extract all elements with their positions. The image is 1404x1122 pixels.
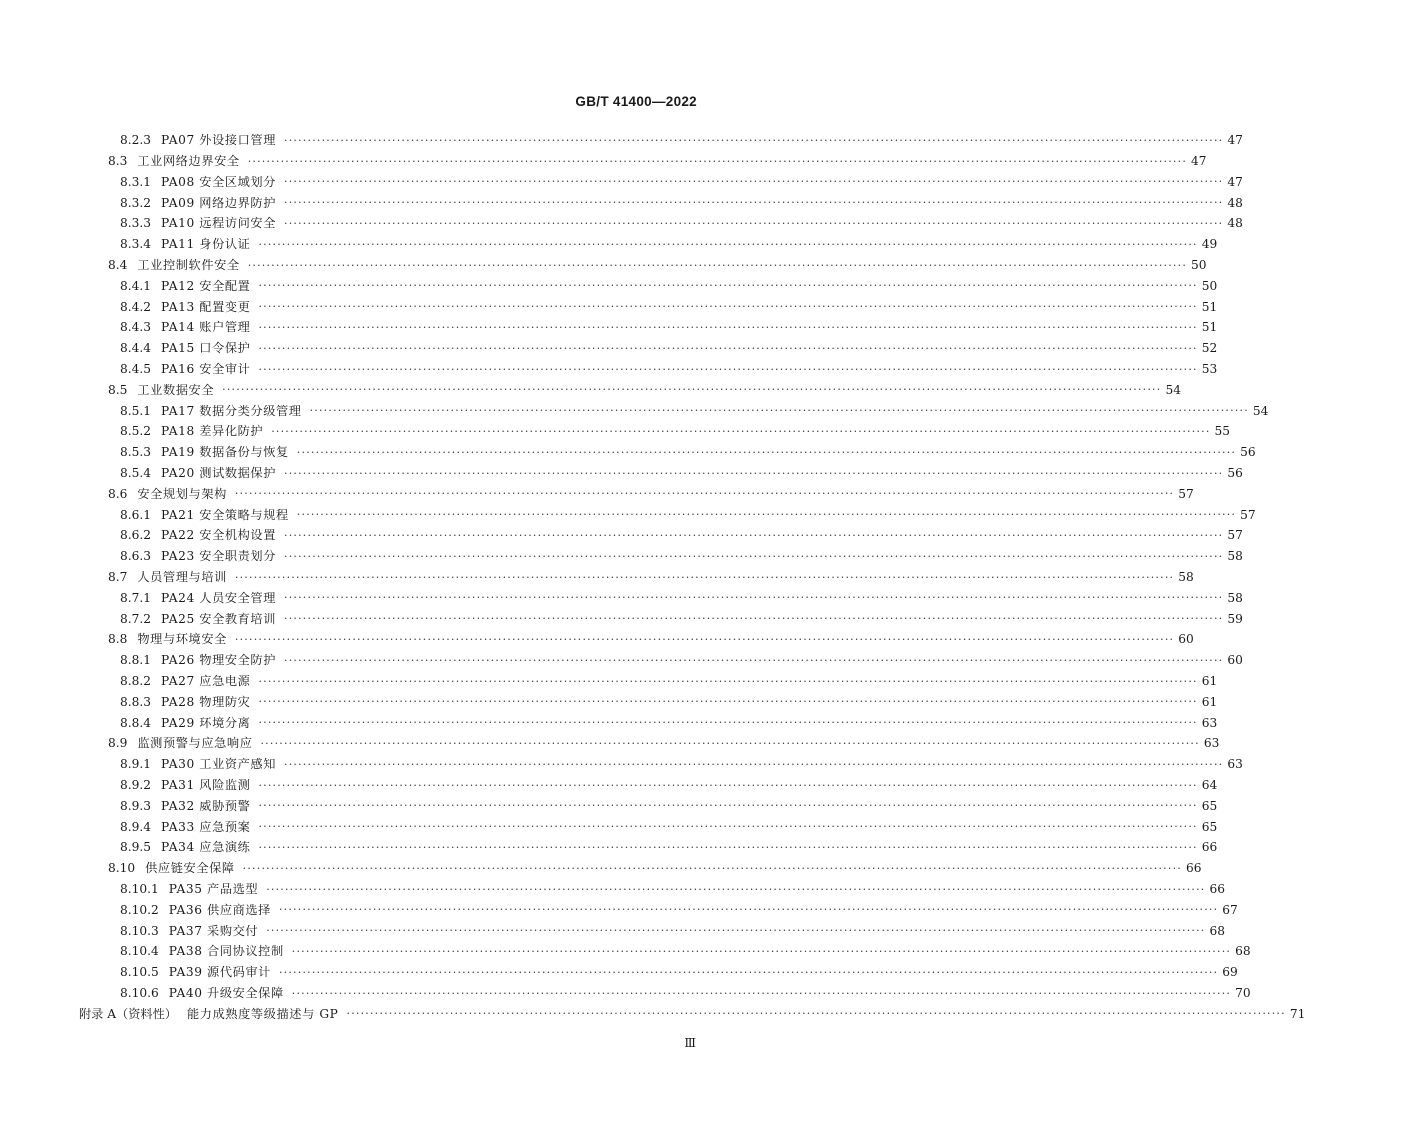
toc-entry[interactable] [0, 754, 1243, 775]
toc-entry-page: 48 [1227, 216, 1243, 231]
toc-entry[interactable] [0, 858, 1202, 879]
toc-entry-page: 70 [1235, 986, 1251, 1001]
toc-entry-number: 8.8.2 [120, 674, 152, 689]
toc-entry-page: 63 [1203, 736, 1220, 751]
toc-entry-page: 65 [1201, 819, 1218, 834]
toc-entry-number: 8.7.1 [120, 590, 152, 605]
toc-entry-title: PA26 物理安全防护 [161, 653, 277, 668]
toc-entry-page: 60 [1227, 653, 1243, 668]
standard-code: GB/T 41400—2022 [575, 94, 697, 109]
toc-entry-number: 8.4.5 [120, 362, 152, 377]
toc-entry-page: 58 [1227, 549, 1243, 564]
toc-entry-number: 8.5.1 [120, 403, 152, 418]
toc-leader-dots: ········································································································································································································ [284, 133, 1224, 147]
toc-entry-title: PA14 账户管理 [161, 320, 251, 335]
toc-entry[interactable] [0, 442, 1256, 463]
toc-leader-dots: ········································································································································································································ [242, 861, 1182, 875]
toc-leader-dots: ········································································································································································································ [258, 300, 1198, 314]
toc-entry-number: 8.10.2 [120, 902, 159, 917]
toc-entry-page: 66 [1201, 840, 1218, 855]
toc-entry-number: 8.5.4 [120, 466, 152, 481]
toc-entry-title: PA12 安全配置 [161, 278, 251, 293]
toc-entry-page: 50 [1201, 278, 1218, 293]
toc-entry[interactable] [0, 900, 1238, 921]
toc-entry-page: 55 [1214, 424, 1231, 439]
toc-entry[interactable] [0, 920, 1226, 941]
toc-entry-title: PA37 采购交付 [168, 923, 259, 938]
toc-leader-dots: ········································································································································································································ [258, 362, 1198, 376]
toc-entry-page: 58 [1227, 590, 1243, 605]
toc-entry[interactable] [0, 255, 1207, 276]
toc-entry-page: 63 [1227, 757, 1243, 772]
toc-entry-number: 8.10.6 [120, 986, 159, 1001]
toc-entry[interactable] [0, 816, 1218, 837]
toc-entry-page: 68 [1209, 923, 1226, 938]
toc-entry-page: 54 [1165, 382, 1181, 397]
toc-entry[interactable] [0, 608, 1243, 629]
toc-leader-dots: ········································································································································································································ [278, 903, 1219, 917]
toc-entry[interactable] [0, 172, 1243, 193]
toc-entry-number: 8.8 [108, 632, 128, 647]
toc-entry-title: PA33 应急预案 [161, 819, 251, 834]
toc-entry-title: PA13 配置变更 [161, 299, 251, 314]
toc-entry-title: 人员管理与培训 [137, 570, 227, 585]
toc-entry-number: 8.3.3 [120, 216, 152, 231]
toc-entry-number: 8.10.5 [120, 965, 159, 980]
toc-leader-dots: ········································································································································································································ [258, 279, 1198, 293]
toc-leader-dots: ········································································································································································································ [258, 778, 1198, 792]
toc-entry-title: PA39 源代码审计 [168, 965, 271, 980]
toc-entry-title: PA35 产品选型 [168, 882, 259, 897]
toc-leader-dots: ········································································································································································································ [284, 217, 1224, 231]
toc-entry[interactable] [0, 234, 1218, 255]
toc-entry[interactable] [0, 192, 1243, 213]
toc-entry-number: 8.9 [108, 736, 128, 751]
toc-leader-dots: ········································································································································································································ [258, 237, 1198, 251]
toc-entry-page: 67 [1222, 902, 1238, 917]
toc-entry-title: PA08 安全区域划分 [161, 174, 277, 189]
toc-entry[interactable] [0, 421, 1231, 442]
toc-entry[interactable] [0, 962, 1238, 983]
toc-entry-number: 8.3.2 [120, 195, 152, 210]
toc-entry-page: 57 [1240, 507, 1256, 522]
toc-entry-page: 64 [1201, 778, 1218, 793]
toc-entry[interactable] [0, 317, 1218, 338]
toc-leader-dots: ········································································································································································································ [296, 445, 1237, 459]
toc-leader-dots: ········································································································································································································ [260, 737, 1200, 751]
toc-entry[interactable] [0, 213, 1243, 234]
toc-leader-dots: ········································································································································································································ [247, 258, 1188, 272]
toc-leader-dots: ········································································································································································································ [296, 508, 1237, 522]
toc-entry[interactable] [0, 796, 1218, 817]
toc-entry-page: 66 [1209, 882, 1226, 897]
toc-entry-number: 8.4 [108, 258, 128, 273]
toc-entry-title: PA30 工业资产感知 [161, 757, 277, 772]
toc-leader-dots: ········································································································································································································ [284, 549, 1224, 563]
toc-entry-number: 8.3 [108, 154, 128, 169]
toc-entry[interactable] [0, 712, 1218, 733]
toc-entry-number: 8.2.3 [120, 133, 152, 148]
toc-entry-number: 8.8.4 [120, 715, 152, 730]
toc-entry-page: 56 [1227, 466, 1243, 481]
toc-entry-number: 8.8.3 [120, 694, 152, 709]
toc-entry[interactable] [0, 525, 1243, 546]
toc-leader-dots: ········································································································································································································ [258, 695, 1198, 709]
toc-entry[interactable] [0, 733, 1220, 754]
toc-entry[interactable] [0, 296, 1218, 317]
toc-entry-page: 50 [1191, 258, 1207, 273]
toc-entry[interactable] [0, 400, 1269, 421]
toc-leader-dots: ········································································································································································································ [258, 674, 1198, 688]
toc-entry-page: 52 [1201, 341, 1218, 356]
toc-entry-number: 8.7 [108, 570, 128, 585]
toc-entry[interactable] [0, 879, 1226, 900]
toc-entry-page: 51 [1201, 299, 1218, 314]
toc-entry-number: 8.9.1 [120, 757, 152, 772]
toc-entry-number: 8.9.5 [120, 840, 152, 855]
toc-entry-title: PA24 人员安全管理 [161, 590, 277, 605]
toc-entry-title: 能力成熟度等级描述与 GP [187, 1006, 339, 1021]
toc-entry-page: 57 [1227, 528, 1243, 543]
toc-entry-title: PA20 测试数据保护 [161, 466, 277, 481]
toc-entry-number: 8.9.3 [120, 798, 152, 813]
toc-entry[interactable] [0, 546, 1243, 567]
toc-entry-page: 71 [1289, 1006, 1306, 1021]
toc-entry-number: 8.10.4 [120, 944, 159, 959]
toc-entry-number: 8.6 [108, 486, 128, 501]
toc-entry-page: 49 [1201, 237, 1218, 252]
toc-entry-page: 69 [1222, 965, 1238, 980]
toc-entry-number: 8.8.1 [120, 653, 152, 668]
toc-entry-page: 54 [1252, 403, 1269, 418]
toc-entry[interactable] [0, 671, 1218, 692]
toc-entry-title: PA21 安全策略与规程 [161, 507, 289, 522]
toc-entry-number: 8.10 [108, 861, 136, 876]
toc-leader-dots: ········································································································································································································ [291, 986, 1232, 1000]
toc-leader-dots: ········································································································································································································ [234, 570, 1175, 584]
toc-entry[interactable] [0, 359, 1218, 380]
toc-entry-page: 47 [1227, 133, 1243, 148]
toc-entry[interactable] [0, 567, 1194, 588]
toc-leader-dots: ········································································································································································································ [284, 175, 1224, 189]
toc-entry-number: 8.5 [108, 382, 128, 397]
toc-entry[interactable] [0, 588, 1243, 609]
toc-entry-number: 8.3.4 [120, 237, 152, 252]
toc-entry-number: 8.4.3 [120, 320, 152, 335]
toc-leader-dots: ········································································································································································································ [258, 321, 1198, 335]
toc-entry[interactable] [0, 650, 1243, 671]
toc-entry-number: 8.5.3 [120, 445, 152, 460]
toc-leader-dots: ········································································································································································································ [309, 404, 1249, 418]
toc-entry[interactable] [0, 151, 1207, 172]
toc-entry-title: PA16 安全审计 [161, 362, 251, 377]
toc-entry-number: 8.4.4 [120, 341, 152, 356]
toc-entry-title: PA36 供应商选择 [168, 902, 271, 917]
toc-entry-title: PA18 差异化防护 [161, 424, 264, 439]
toc-entry-title: PA09 网络边界防护 [161, 195, 277, 210]
toc-entry-title: PA31 风险监测 [161, 778, 251, 793]
toc-entry[interactable] [0, 983, 1251, 1004]
toc-entry-title: 监测预警与应急响应 [137, 736, 253, 751]
toc-leader-dots: ········································································································································································································ [266, 882, 1206, 896]
toc-entry-number: 8.7.2 [120, 611, 152, 626]
toc-leader-dots: ········································································································································································································ [234, 633, 1175, 647]
toc-entry-title: PA07 外设接口管理 [161, 133, 277, 148]
toc-entry[interactable] [0, 130, 1243, 151]
toc-entry-page: 53 [1201, 362, 1218, 377]
toc-entry-title: PA11 身份认证 [161, 237, 251, 252]
toc-entry-title: PA22 安全机构设置 [161, 528, 277, 543]
toc-entry-page: 61 [1201, 694, 1218, 709]
toc-entry-page: 57 [1178, 486, 1194, 501]
toc-entry-number: 8.4.2 [120, 299, 152, 314]
toc-entry-title: PA27 应急电源 [161, 674, 251, 689]
toc-entry-title: PA10 远程访问安全 [161, 216, 277, 231]
toc-entry-page: 65 [1201, 798, 1218, 813]
toc-leader-dots: ········································································································································································································ [284, 591, 1224, 605]
toc-entry-title: 工业控制软件安全 [137, 258, 240, 273]
toc-entry-title: PA34 应急演练 [161, 840, 251, 855]
toc-entry-number: 附录 A（资料性） [79, 1006, 177, 1021]
toc-leader-dots: ········································································································································································································ [284, 653, 1224, 667]
toc-entry-number: 8.6.3 [120, 549, 152, 564]
toc-leader-dots: ········································································································································································································ [346, 1007, 1286, 1021]
toc-entry-number: 8.9.2 [120, 778, 152, 793]
toc-entry[interactable] [0, 692, 1218, 713]
toc-entry-page: 51 [1201, 320, 1218, 335]
toc-entry-page: 61 [1201, 674, 1218, 689]
toc-entry-page: 68 [1235, 944, 1251, 959]
toc-leader-dots: ········································································································································································································ [291, 945, 1232, 959]
toc-entry-title: PA32 威胁预警 [161, 798, 251, 813]
toc-leader-dots: ········································································································································································································ [258, 799, 1198, 813]
toc-entry-page: 66 [1185, 861, 1202, 876]
toc-leader-dots: ········································································································································································································ [258, 820, 1198, 834]
toc-leader-dots: ········································································································································································································ [271, 425, 1211, 439]
toc-leader-dots: ········································································································································································································ [284, 196, 1224, 210]
toc-leader-dots: ········································································································································································································ [247, 154, 1188, 168]
toc-entry-title: 供应链安全保障 [145, 861, 235, 876]
toc-entry-number: 8.9.4 [120, 819, 152, 834]
toc-entry-page: 47 [1227, 174, 1243, 189]
toc-entry-page: 63 [1201, 715, 1218, 730]
toc-entry-title: 工业网络边界安全 [137, 154, 240, 169]
toc-entry-title: PA25 安全教育培训 [161, 611, 277, 626]
toc-entry[interactable] [0, 837, 1218, 858]
toc-entry[interactable] [0, 941, 1251, 962]
toc-entry-page: 58 [1178, 570, 1194, 585]
toc-entry-number: 8.4.1 [120, 278, 152, 293]
toc-leader-dots: ········································································································································································································ [258, 841, 1198, 855]
toc-entry-page: 48 [1227, 195, 1243, 210]
toc-leader-dots: ········································································································································································································ [284, 612, 1224, 626]
page-number: Ⅲ [684, 1036, 695, 1050]
toc-entry-number: 8.5.2 [120, 424, 152, 439]
toc-entry[interactable] [0, 380, 1181, 401]
toc-entry-number: 8.6.2 [120, 528, 152, 543]
toc-entry-number: 8.6.1 [120, 507, 152, 522]
toc-leader-dots: ········································································································································································································ [278, 965, 1219, 979]
toc-entry-title: PA28 物理防灾 [161, 694, 251, 709]
toc-entry-title: PA23 安全职责划分 [161, 549, 277, 564]
toc-entry-title: PA19 数据备份与恢复 [161, 445, 289, 460]
toc-entry-title: PA17 数据分类分级管理 [161, 403, 302, 418]
toc-entry-title: 安全规划与架构 [137, 486, 227, 501]
toc-entry[interactable] [0, 775, 1218, 796]
toc-entry-number: 8.10.1 [120, 882, 159, 897]
toc-entry-page: 59 [1227, 611, 1243, 626]
toc-entry-title: PA15 口令保护 [161, 341, 251, 356]
toc-entry-title: PA40 升级安全保障 [168, 986, 284, 1001]
toc-entry-title: 物理与环境安全 [137, 632, 227, 647]
toc-entry[interactable] [0, 463, 1243, 484]
toc-leader-dots: ········································································································································································································ [258, 341, 1198, 355]
toc-entry[interactable] [0, 629, 1194, 650]
toc-entry-title: PA38 合同协议控制 [168, 944, 284, 959]
toc-entry[interactable] [0, 1004, 1306, 1025]
toc-entry[interactable] [0, 484, 1194, 505]
toc-entry[interactable] [0, 338, 1218, 359]
toc-entry[interactable] [0, 504, 1256, 525]
toc-leader-dots: ········································································································································································································ [284, 466, 1224, 480]
toc-entry-number: 8.3.1 [120, 174, 152, 189]
toc-entry-title: PA29 环境分离 [161, 715, 251, 730]
toc-entry[interactable] [0, 276, 1218, 297]
toc-leader-dots: ········································································································································································································ [284, 757, 1224, 771]
toc-leader-dots: ········································································································································································································ [266, 924, 1206, 938]
toc-entry-page: 60 [1178, 632, 1194, 647]
toc-entry-page: 47 [1191, 154, 1207, 169]
toc-entry-page: 56 [1240, 445, 1256, 460]
toc-entry-title: 工业数据安全 [137, 382, 215, 397]
toc-leader-dots: ········································································································································································································ [234, 487, 1175, 501]
toc-entry-number: 8.10.3 [120, 923, 159, 938]
toc-leader-dots: ········································································································································································································ [258, 716, 1198, 730]
toc-leader-dots: ········································································································································································································ [284, 529, 1224, 543]
toc-leader-dots: ········································································································································································································ [222, 383, 1162, 397]
